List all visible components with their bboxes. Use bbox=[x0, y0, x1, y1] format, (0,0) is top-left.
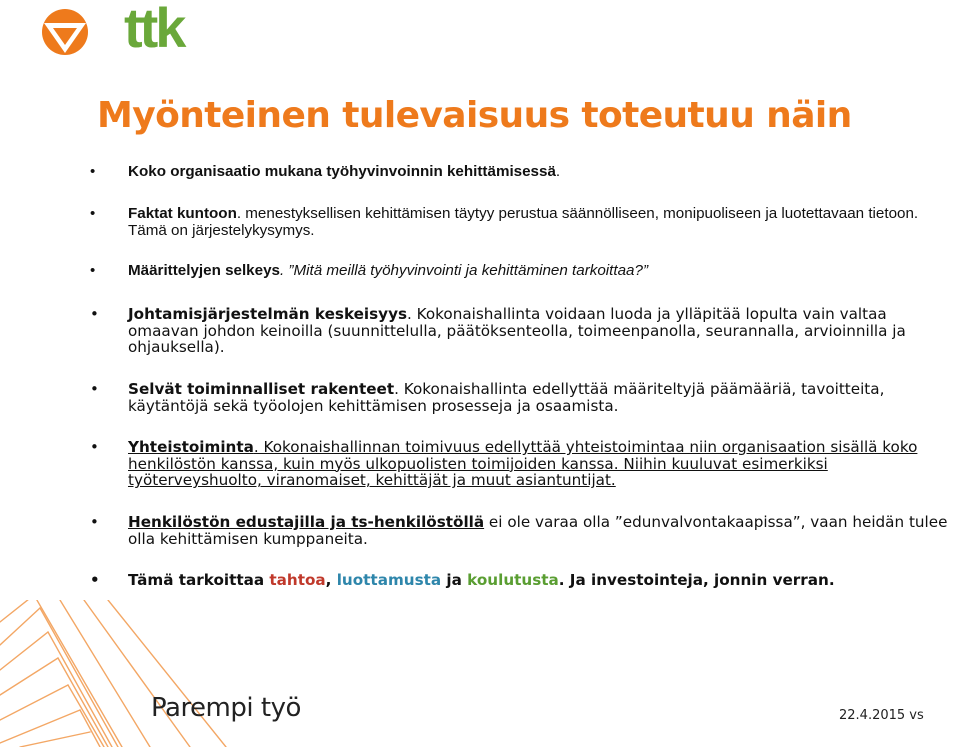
bullet-text: . Kokonaishallinta voidaan luoda ja ylläpitää lopulta vain valtaa omaavan johdon keinoilla (suunnittelulla, päätöksenteolla, toimeenpanolla, seurannalla, arvioinnilla ja ohjauksella). bbox=[128, 305, 906, 357]
bullet-heading: Henkilöstön edustajilla ja ts-henkilöstöllä bbox=[128, 513, 485, 531]
bullet-text: , bbox=[325, 571, 337, 589]
bullet-item bbox=[90, 380, 954, 415]
bullet-heading: Määrittelyjen selkeys bbox=[128, 262, 280, 279]
decorative-rays bbox=[0, 600, 230, 747]
bullet-text: . Ja investointeja, jonnin verran. bbox=[558, 571, 835, 589]
bullet-item bbox=[90, 305, 954, 357]
bullet-heading: Yhteistoiminta bbox=[128, 438, 254, 456]
keyword-koulutusta: koulutusta bbox=[467, 571, 559, 589]
page-title: Myönteinen tulevaisuus toteutuu näin bbox=[97, 95, 852, 136]
keyword-tahtoa: tahtoa bbox=[269, 571, 326, 589]
bullet-item bbox=[90, 205, 954, 239]
logo-wordmark: ttk bbox=[124, 0, 184, 59]
bullet-item bbox=[90, 571, 954, 589]
bullet-dot: • bbox=[90, 205, 96, 222]
bullet-item bbox=[90, 262, 954, 280]
bullet-heading: Faktat kuntoon bbox=[128, 205, 237, 222]
bullet-dot: • bbox=[90, 513, 99, 531]
bullet-text: . bbox=[555, 163, 561, 180]
bullet-item bbox=[90, 438, 954, 490]
bullet-dot: • bbox=[90, 438, 99, 456]
footer-date: 22.4.2015 vs bbox=[839, 708, 924, 723]
bullet-item bbox=[90, 513, 954, 548]
bullet-text: . menestyksellisen kehittämisen täytyy perustua säännölliseen, monipuoliseen ja luotettavaan tietoon. Tämä on järjestelykysymys. bbox=[128, 205, 919, 239]
keyword-luottamusta: luottamusta bbox=[336, 571, 442, 589]
bullet-text: Tämä tarkoittaa bbox=[128, 571, 270, 589]
bullet-heading: Johtamisjärjestelmän keskeisyys bbox=[128, 305, 408, 323]
bullet-heading: Koko organisaatio mukana työhyvinvoinnin kehittämisessä bbox=[128, 163, 556, 180]
bullet-dot: • bbox=[90, 305, 99, 323]
bullet-text: ja bbox=[441, 571, 468, 589]
bullet-text: . Kokonaishallinta edellyttää määriteltyjä päämääriä, tavoitteita, käytäntöjä sekä työolojen kehittämisen prosesseja ja osaamista. bbox=[128, 380, 885, 415]
bullet-item bbox=[90, 163, 954, 181]
footer-brand: Parempi työ bbox=[151, 693, 301, 723]
bullet-heading: Selvät toiminnalliset rakenteet bbox=[128, 380, 395, 398]
bullet-dot: • bbox=[90, 163, 96, 180]
bullet-text: ei ole varaa olla ”edunvalvontakaapissa”, vaan heidän tulee olla kehittämisen kumppaneita. bbox=[128, 513, 948, 548]
bullet-text: . Kokonaishallinnan toimivuus edellyttää yhteistoimintaa niin organisaation sisällä koko henkilöstön kanssa, kuin myös ulkopuolisten toimijoiden kanssa. Niihin kuuluvat esimerkiksi työterveyshuolto, viranomaiset, kehittäjät ja muut asiantuntijat. bbox=[128, 438, 918, 490]
bullet-text: . ”Mitä meillä työhyvinvointi ja kehittäminen tarkoittaa?” bbox=[279, 262, 648, 279]
bullet-dot: • bbox=[90, 571, 100, 589]
bullet-dot: • bbox=[90, 262, 96, 279]
bullet-dot: • bbox=[90, 380, 99, 398]
